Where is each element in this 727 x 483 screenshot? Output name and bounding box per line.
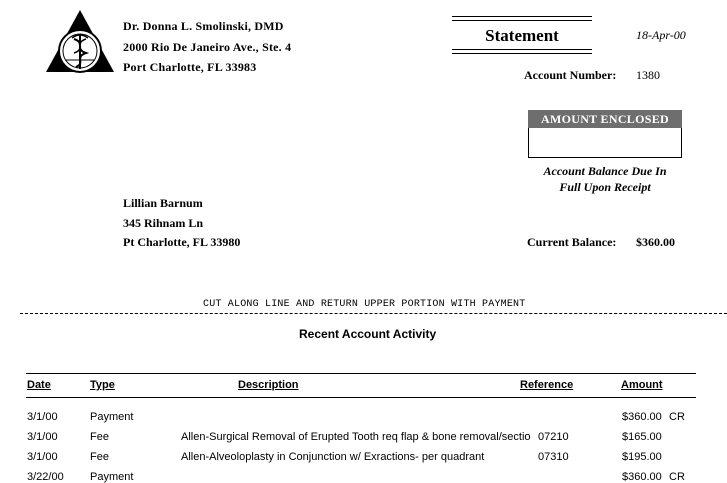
row-amount: $360.00 bbox=[622, 411, 662, 423]
row-date: 3/1/00 bbox=[27, 411, 58, 423]
title-bottom-rule bbox=[452, 49, 592, 50]
column-header-amount: Amount bbox=[621, 379, 663, 391]
row-amount: $165.00 bbox=[622, 431, 662, 443]
row-date: 3/22/00 bbox=[27, 471, 64, 483]
balance-due-note-line2: Full Upon Receipt bbox=[559, 180, 651, 194]
balance-due-note-line1: Account Balance Due In bbox=[543, 164, 667, 178]
dental-caduceus-logo-icon bbox=[44, 8, 116, 76]
amount-enclosed-header: AMOUNT ENCLOSED bbox=[528, 110, 682, 128]
activity-title: Recent Account Activity bbox=[299, 327, 437, 341]
practice-logo bbox=[44, 8, 116, 76]
practice-address-line2: Port Charlotte, FL 33983 bbox=[123, 60, 257, 74]
patient-name: Lillian Barnum bbox=[123, 196, 203, 210]
title-bottom-rule-outer bbox=[452, 53, 592, 54]
current-balance-label: Current Balance: bbox=[527, 235, 617, 249]
row-reference: 07210 bbox=[538, 431, 569, 443]
column-header-date: Date bbox=[27, 379, 51, 391]
row-type: Payment bbox=[90, 471, 134, 483]
cut-line-instructions: CUT ALONG LINE AND RETURN UPPER PORTION WITH PAYMENT bbox=[203, 299, 526, 310]
row-type: Fee bbox=[90, 431, 109, 443]
title-top-rule bbox=[452, 16, 592, 17]
row-reference: 07310 bbox=[538, 451, 569, 463]
current-balance-value: $360.00 bbox=[636, 235, 675, 249]
row-description: Allen-Surgical Removal of Erupted Tooth req flap & bone removal/sectio bbox=[181, 431, 531, 443]
table-header-rule bbox=[26, 397, 696, 398]
patient-address-line1: 345 Rihnam Ln bbox=[123, 216, 204, 230]
practice-name: Dr. Donna L. Smolinski, DMD bbox=[123, 19, 284, 33]
account-number-label: Account Number: bbox=[524, 68, 617, 82]
row-amount: $360.00 bbox=[622, 471, 662, 483]
statement-title: Statement bbox=[485, 26, 559, 45]
row-credit-flag: CR bbox=[669, 411, 685, 423]
column-header-description: Description bbox=[238, 379, 299, 391]
table-top-rule bbox=[26, 373, 696, 374]
statement-date: 18-Apr-00 bbox=[636, 28, 686, 42]
practice-address-line1: 2000 Rio De Janeiro Ave., Ste. 4 bbox=[123, 40, 292, 54]
row-date: 3/1/00 bbox=[27, 431, 58, 443]
row-description: Allen-Alveoloplasty in Conjunction w/ Exractions- per quadrant bbox=[181, 451, 485, 463]
column-header-reference: Reference bbox=[520, 379, 574, 391]
patient-address-line2: Pt Charlotte, FL 33980 bbox=[123, 235, 241, 249]
column-header-type: Type bbox=[90, 379, 115, 391]
row-amount: $195.00 bbox=[622, 451, 662, 463]
account-number-value: 1380 bbox=[636, 68, 660, 82]
row-type: Payment bbox=[90, 411, 134, 423]
row-date: 3/1/00 bbox=[27, 451, 58, 463]
amount-enclosed-box bbox=[528, 128, 682, 158]
title-top-rule-inner bbox=[452, 20, 592, 21]
row-type: Fee bbox=[90, 451, 109, 463]
row-credit-flag: CR bbox=[669, 471, 685, 483]
cut-dashed-line bbox=[20, 313, 727, 314]
